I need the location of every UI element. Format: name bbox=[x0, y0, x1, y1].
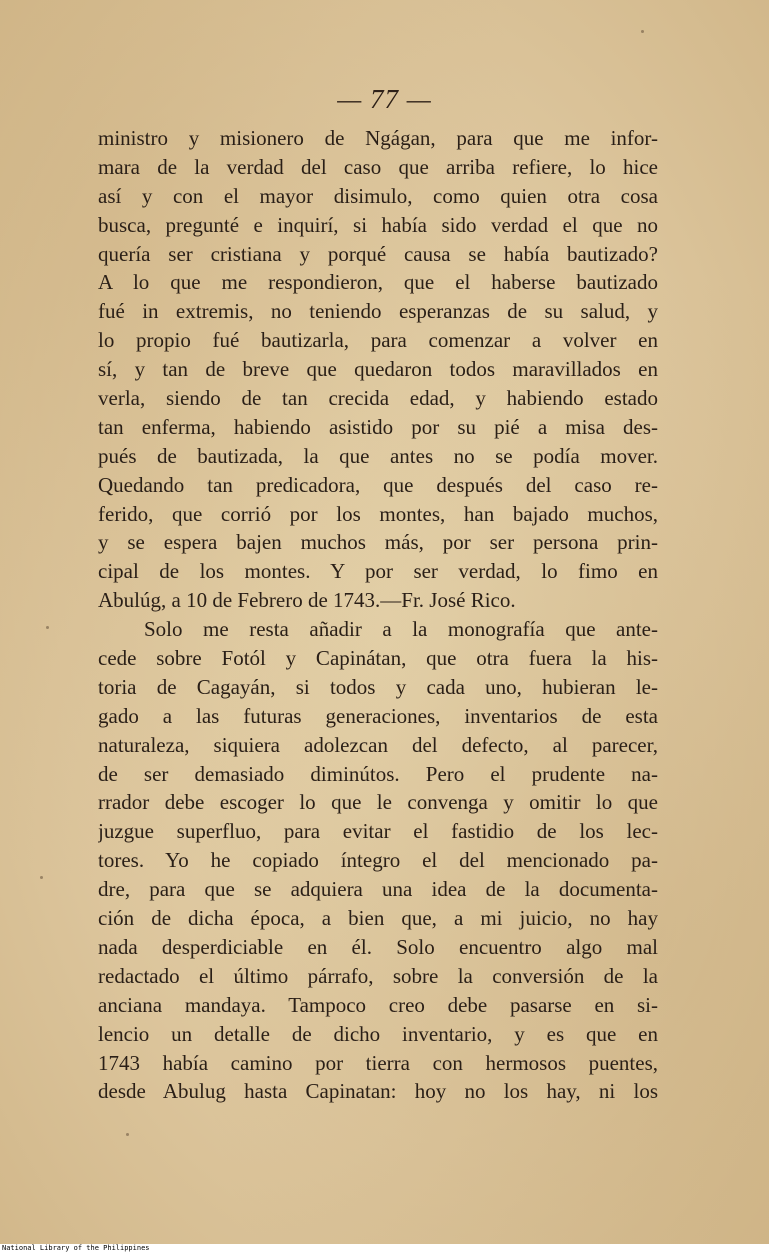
text-line: sí, y tan de breve que quedaron todos maravillados en bbox=[98, 357, 658, 382]
text-line: lencio un detalle de dicho inventario, y es que en bbox=[98, 1021, 658, 1046]
text-line: Abulúg, a 10 de Febrero de 1743.—Fr. José Rico. bbox=[98, 588, 516, 613]
text-line: nada desperdiciable en él. Solo encuentro algo mal bbox=[98, 934, 658, 959]
text-line: naturaleza, siquiera adolezcan del defecto, al parecer, bbox=[98, 732, 658, 757]
text-line: ción de dicha época, a bien que, a mi juicio, no hay bbox=[98, 906, 658, 931]
text-line: mara de la verdad del caso que arriba refiere, lo hice bbox=[98, 154, 658, 179]
ink-speck bbox=[46, 626, 49, 629]
text-line: de ser demasiado diminútos. Pero el prudente na- bbox=[98, 761, 658, 786]
text-line: pués de bautizada, la que antes no se podía mover. bbox=[98, 443, 658, 468]
text-line: busca, pregunté e inquirí, si había sido verdad el que no bbox=[98, 212, 658, 237]
library-credit: National Library of the Philippines bbox=[2, 1244, 150, 1252]
text-line: desde Abulug hasta Capinatan: hoy no los hay, ni los bbox=[98, 1079, 658, 1104]
text-line: así y con el mayor disimulo, como quien otra cosa bbox=[98, 183, 658, 208]
text-line: 1743 había camino por tierra con hermosos puentes, bbox=[98, 1050, 658, 1075]
text-line: A lo que me respondieron, que el haberse bautizado bbox=[98, 270, 658, 295]
text-line: tan enferma, habiendo asistido por su pié a misa des- bbox=[98, 414, 658, 439]
text-line: fué in extremis, no teniendo esperanzas de su salud, y bbox=[98, 299, 658, 324]
text-line: Solo me resta añadir a la monografía que ante- bbox=[144, 617, 658, 642]
text-line: ferido, que corrió por los montes, han bajado muchos, bbox=[98, 501, 658, 526]
page-number: — 77 — bbox=[337, 84, 432, 114]
text-line: anciana mandaya. Tampoco creo debe pasarse en si- bbox=[98, 992, 658, 1017]
text-line: dre, para que se adquiera una idea de la documenta- bbox=[98, 877, 658, 902]
text-line: y se espera bajen muchos más, por ser persona prin- bbox=[98, 530, 658, 555]
text-line: cede sobre Fotól y Capinátan, que otra fuera la his- bbox=[98, 646, 658, 671]
body-text bbox=[98, 124, 658, 1106]
text-line: redactado el último párrafo, sobre la conversión de la bbox=[98, 963, 658, 988]
text-line: tores. Yo he copiado íntegro el del mencionado pa- bbox=[98, 848, 658, 873]
text-line: lo propio fué bautizarla, para comenzar a volver en bbox=[98, 328, 658, 353]
text-line: toria de Cagayán, si todos y cada uno, hubieran le- bbox=[98, 674, 658, 699]
ink-speck bbox=[126, 1133, 129, 1136]
text-line: gado a las futuras generaciones, inventarios de esta bbox=[98, 703, 658, 728]
footer-strip bbox=[0, 1244, 769, 1253]
text-line: rrador debe escoger lo que le convenga y omitir lo que bbox=[98, 790, 658, 815]
text-line: verla, siendo de tan crecida edad, y habiendo estado bbox=[98, 386, 658, 411]
text-line: Quedando tan predicadora, que después del caso re- bbox=[98, 472, 658, 497]
text-line: cipal de los montes. Y por ser verdad, lo fimo en bbox=[98, 559, 658, 584]
text-line: ministro y misionero de Ngágan, para que me infor- bbox=[98, 126, 658, 150]
text-line: juzgue superfluo, para evitar el fastidio de los lec- bbox=[98, 819, 658, 844]
ink-speck bbox=[40, 876, 43, 879]
ink-speck bbox=[641, 30, 644, 33]
text-line: quería ser cristiana y porqué causa se había bautizado? bbox=[98, 241, 658, 266]
